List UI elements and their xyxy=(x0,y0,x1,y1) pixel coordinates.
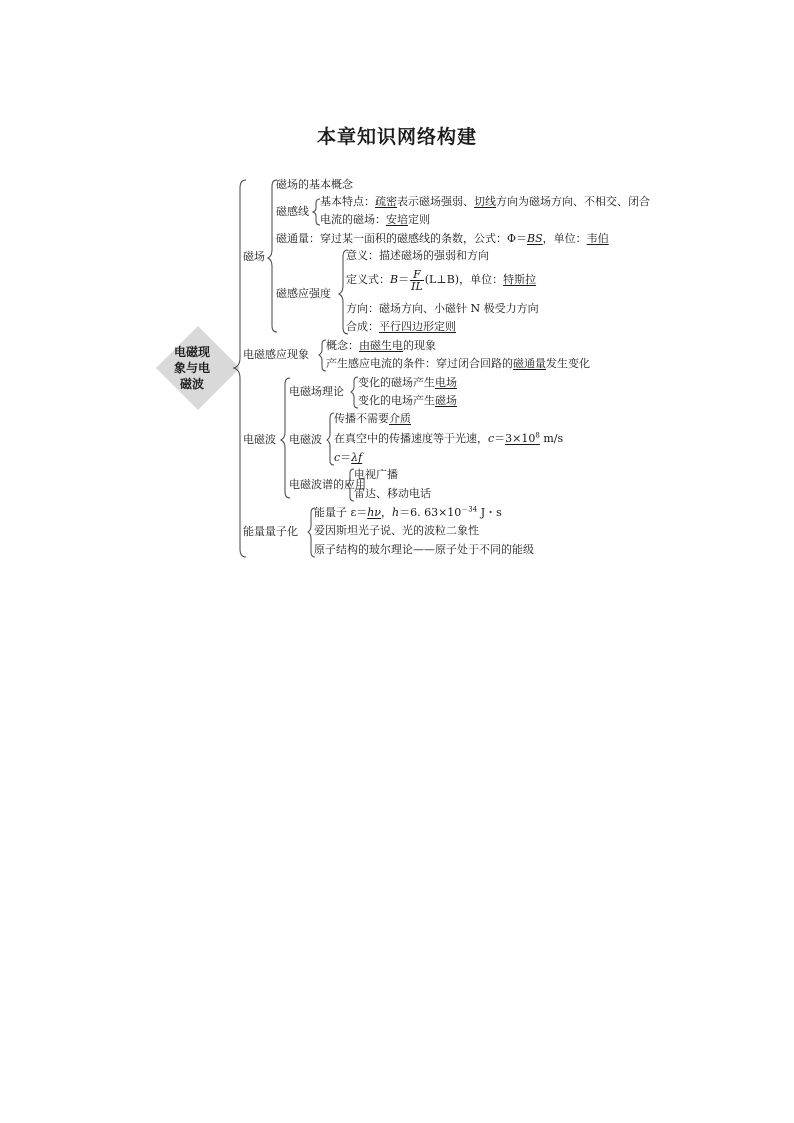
induction-direction: 方向：磁场方向、小磁针 N 极受力方向 xyxy=(346,302,539,315)
induction-fraction: $\frac{F}{IL}$ xyxy=(411,267,423,293)
em-spectrum-label: 电磁波谱的应用 xyxy=(289,478,366,491)
quantization-item-2: 爱因斯坦光子说、光的波粒二象性 xyxy=(314,524,479,537)
quantization-item-1: 能量子 ε＝hν，h＝6. $63\times 10^{-34}$ J・s xyxy=(314,505,502,519)
theory-brace xyxy=(351,377,358,408)
root-line-3: 磁波 xyxy=(179,377,204,391)
induction-label: 磁感应强度 xyxy=(276,287,331,300)
em-wave-label: 电磁波 xyxy=(243,433,276,446)
induction-definition: 定义式：B＝ $\frac{F}{IL}$ (L⊥B)，单位：特斯拉 xyxy=(346,267,537,293)
em-induction-label: 电磁感应现象 xyxy=(243,348,309,361)
em-wave-item-1: 传播不需要介质 xyxy=(334,412,411,425)
magnetic-flux: 磁通量：穿过某一面积的磁感线的条数，公式：Φ＝BS，单位：韦伯 xyxy=(276,232,609,245)
field-lines-brace xyxy=(313,199,320,225)
page-title: 本章知识网络构建 xyxy=(316,126,477,148)
em-theory-item-2: 变化的电场产生磁场 xyxy=(358,394,457,407)
em-spectrum-item-2: 雷达、移动电话 xyxy=(354,487,431,500)
induction-synthesis: 合成：平行四边形定则 xyxy=(346,320,456,333)
root-line-1: 电磁现 xyxy=(173,345,210,359)
wave-brace xyxy=(327,413,334,465)
basic-concept: 磁场的基本概念 xyxy=(276,178,353,191)
em-induction-brace xyxy=(319,340,326,371)
magnetic-field-brace xyxy=(268,180,277,332)
root-line-2: 象与电 xyxy=(173,361,210,375)
em-theory-label: 电磁场理论 xyxy=(289,385,344,398)
quantization-label: 能量量子化 xyxy=(243,525,298,538)
em-induction-condition: 产生感应电流的条件：穿过闭合回路的磁通量发生变化 xyxy=(326,357,590,370)
field-lines-feature: 基本特点：疏密表示磁场强弱、切线方向为磁场方向、不相交、闭合 xyxy=(320,195,650,208)
em-induction-concept: 概念：由磁生电的现象 xyxy=(326,339,436,352)
current-field: 电流的磁场：安培定则 xyxy=(320,213,430,226)
em-wave-inner-label: 电磁波 xyxy=(289,433,322,446)
magnetic-field-label: 磁场 xyxy=(243,250,265,263)
field-lines-label: 磁感线 xyxy=(276,205,309,218)
em-wave-item-2: 在真空中的传播速度等于光速，$c=3\times 10^8$ m/s xyxy=(334,431,564,445)
main-brace xyxy=(234,180,246,557)
em-wave-item-3: c＝λf xyxy=(334,451,363,464)
root-node xyxy=(164,344,220,392)
quantization-item-3: 原子结构的玻尔理论——原子处于不同的能级 xyxy=(314,543,534,556)
induction-meaning: 意义：描述磁场的强弱和方向 xyxy=(346,249,489,262)
em-theory-item-1: 变化的磁场产生电场 xyxy=(358,376,457,389)
em-spectrum-item-1: 电视广播 xyxy=(354,468,398,481)
